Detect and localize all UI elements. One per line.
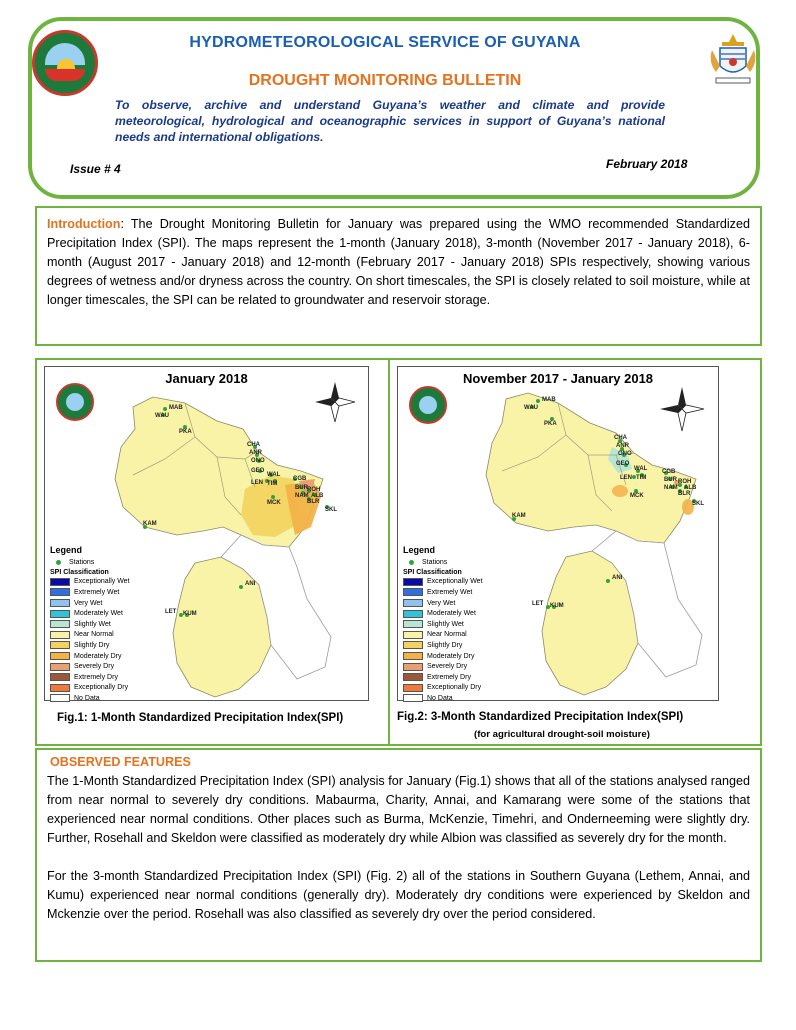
- figure-1-caption: Fig.1: 1-Month Standardized Precipitation Index(SPI): [57, 712, 344, 724]
- legend-item-label: Severely Dry: [427, 663, 468, 671]
- station-label: MCK: [630, 493, 644, 499]
- spi-map-3month: [397, 366, 719, 701]
- mission-statement: To observe, archive and understand Guyana’s weather and climate and provide meteorological, hydrological and oceanographic services in support of Guyana’s national needs and international obligations.: [115, 98, 665, 144]
- legend-item-label: Moderately Dry: [427, 652, 475, 660]
- org-title: HYDROMETEOROLOGICAL SERVICE OF GUYANA: [189, 34, 581, 51]
- station-label: WAL: [634, 466, 648, 472]
- station-label: GEO: [616, 461, 630, 467]
- station-label: ANI: [612, 575, 623, 581]
- legend-swatch: [50, 694, 70, 702]
- maps-divider: [388, 360, 390, 744]
- legend-swatch: [50, 684, 70, 692]
- legend-swatch: [403, 599, 423, 607]
- maps-section: [35, 358, 762, 746]
- station-label: ALB: [311, 493, 324, 499]
- issue-number: Issue # 4: [70, 162, 121, 176]
- legend-item-label: Extremely Wet: [74, 588, 120, 596]
- station-label: NAM: [295, 493, 309, 499]
- legend-title: Legend: [50, 545, 83, 555]
- station-marker-icon: [409, 560, 414, 565]
- station-label: CGB: [293, 476, 307, 482]
- observed-features-section: [35, 748, 762, 962]
- legend-item-label: Slightly Dry: [427, 641, 463, 649]
- station-label: ANR: [249, 450, 262, 456]
- legend-swatch: [50, 620, 70, 628]
- station-label: CHA: [614, 435, 627, 441]
- legend-item-label: No Data: [74, 694, 100, 702]
- station-marker-icon: [56, 560, 61, 565]
- legend-swatch: [403, 610, 423, 618]
- station-label: LET: [165, 609, 177, 615]
- legend-stations-label: Stations: [69, 558, 95, 566]
- station-label: MAB: [542, 397, 556, 403]
- station-label: CGB: [662, 469, 676, 475]
- station-label: WAU: [524, 405, 538, 411]
- legend-item-label: Severely Dry: [74, 663, 115, 671]
- station-label: BLR: [678, 491, 691, 497]
- station-label: WAU: [155, 413, 169, 419]
- legend-item-label: Slightly Wet: [427, 620, 464, 628]
- station-label: ANI: [245, 581, 256, 587]
- legend-item-label: Extremely Dry: [74, 673, 118, 681]
- station-label: BUR: [295, 485, 308, 491]
- observed-paragraph-2: For the 3-month Standardized Precipitation Index (SPI) (Fig. 2) all of the stations in Southern Guyana (Lethem, Annai, and Kumu) experienced near normal conditions (generally dry). Moderately dry conditions were experienced by Skeldon and Mckenzie over the period. Rosehall was also classified as severely dry over the period considered.: [47, 869, 750, 921]
- map-legend: [50, 545, 130, 704]
- legend-swatch: [50, 673, 70, 681]
- introduction-text: : The Drought Monitoring Bulletin for January was prepared using the WMO recommended Standardized Precipitation Index (SPI). The maps represent the 1-month (January 2018), 3-month (November 2017 - January 2018), 6-month (August 2017 - January 2018) and 12-month (February 2017 - January 2018) SPIs respectively, showing various degrees of wetness and/or dryness across the country. On short timescales, the SPI is closely related to soil moisture, while at longer timescales, the SPI can be related to groundwater and reservoir storage.: [47, 217, 750, 307]
- legend-item-label: Extremely Wet: [427, 588, 473, 596]
- legend-title: Legend: [403, 545, 436, 555]
- station-label: KAM: [512, 513, 526, 519]
- hydromet-logo: [32, 30, 98, 96]
- station-label: SKL: [692, 501, 704, 507]
- station-label: MAB: [169, 405, 183, 411]
- station-label: LEN: [251, 480, 263, 486]
- station-label: PKA: [179, 429, 192, 435]
- legend-item-label: Exceptionally Wet: [74, 578, 130, 586]
- legend-item-label: No Data: [427, 694, 453, 702]
- legend-item-label: Very Wet: [427, 599, 456, 607]
- legend-swatch: [50, 578, 70, 586]
- legend-swatch: [403, 620, 423, 628]
- station-label: KAM: [143, 521, 157, 527]
- observed-features-title: OBSERVED FEATURES: [50, 755, 191, 769]
- station-label: ONO: [618, 451, 632, 457]
- station-label: PKA: [544, 421, 557, 427]
- station-label: SKL: [325, 507, 337, 513]
- legend-swatch: [50, 652, 70, 660]
- figure-2-caption: Fig.2: 3-Month Standardized Precipitation Index(SPI): [397, 711, 684, 723]
- introduction-section: [35, 206, 762, 346]
- legend-swatch: [403, 631, 423, 639]
- legend-swatch: [50, 588, 70, 596]
- legend-item-label: Exceptionally Dry: [427, 684, 482, 692]
- legend-item-label: Slightly Wet: [74, 620, 111, 628]
- legend-classification-label: SPI Classification: [50, 568, 109, 576]
- station-label: ROH: [307, 487, 321, 493]
- legend-swatch: [403, 641, 423, 649]
- coat-of-arms-icon: [704, 30, 762, 88]
- spi-map-1month: [44, 366, 369, 701]
- legend-stations-label: Stations: [422, 558, 448, 566]
- legend-swatch: [403, 652, 423, 660]
- station-label: BLR: [307, 499, 320, 505]
- station-label: KUM: [183, 611, 197, 617]
- station-label: ROH: [678, 479, 692, 485]
- map-legend: [403, 545, 483, 704]
- compass-icon: [315, 382, 355, 422]
- station-label: BUR: [664, 477, 677, 483]
- station-label: MCK: [267, 500, 281, 506]
- legend-item-label: Exceptionally Dry: [74, 684, 129, 692]
- legend-swatch: [403, 663, 423, 671]
- legend-classification-label: SPI Classification: [403, 568, 462, 576]
- bulletin-date: February 2018: [606, 157, 688, 171]
- legend-swatch: [50, 599, 70, 607]
- legend-item-label: Exceptionally Wet: [427, 578, 483, 586]
- legend-swatch: [403, 588, 423, 596]
- observed-paragraph-1: The 1-Month Standardized Precipitation Index (SPI) analysis for January (Fig.1) shows that all of the stations analysed ranged from near normal to severely dry conditions. Mabaurma, Charity, Annai, and Kamarang were some of the stations that experienced near normal conditions. Other places such as Burma, McKenzie, Timehri, and Onderneeming were slightly dry. Further, Rosehall and Skeldon were classified as moderately dry while Albion was classified as severely dry for the month.: [47, 774, 750, 845]
- station-label: LEN: [620, 475, 632, 481]
- legend-item-label: Very Wet: [74, 599, 103, 607]
- legend-item-label: Moderately Wet: [427, 610, 476, 618]
- legend-item-label: Extremely Dry: [427, 673, 471, 681]
- legend-item-label: Moderately Dry: [74, 652, 122, 660]
- legend-swatch: [50, 631, 70, 639]
- legend-item-label: Near Normal: [427, 631, 467, 639]
- station-label: NAM: [664, 485, 678, 491]
- map-title: January 2018: [165, 371, 248, 386]
- compass-icon: [660, 387, 704, 431]
- station-label: ANR: [616, 443, 629, 449]
- map-title: November 2017 - January 2018: [462, 371, 654, 386]
- station-label: TIM: [636, 475, 647, 481]
- station-label: GEO: [251, 468, 265, 474]
- legend-swatch: [403, 694, 423, 702]
- station-label: TIM: [267, 481, 278, 487]
- figure-2-subcaption: (for agricultural drought-soil moisture): [474, 729, 650, 740]
- legend-swatch: [403, 684, 423, 692]
- legend-swatch: [50, 610, 70, 618]
- legend-swatch: [50, 663, 70, 671]
- legend-swatch: [403, 578, 423, 586]
- station-label: ALB: [684, 485, 697, 491]
- station-label: CHA: [247, 442, 260, 448]
- legend-item-label: Moderately Wet: [74, 610, 123, 618]
- station-label: WAL: [267, 472, 281, 478]
- station-label: LET: [532, 601, 544, 607]
- introduction-label: Introduction: [47, 217, 121, 231]
- station-label: KUM: [550, 603, 564, 609]
- bulletin-title: DROUGHT MONITORING BULLETIN: [248, 72, 522, 89]
- legend-swatch: [50, 641, 70, 649]
- legend-item-label: Near Normal: [74, 631, 114, 639]
- legend-swatch: [403, 673, 423, 681]
- legend-item-label: Slightly Dry: [74, 641, 110, 649]
- station-label: ONO: [251, 458, 265, 464]
